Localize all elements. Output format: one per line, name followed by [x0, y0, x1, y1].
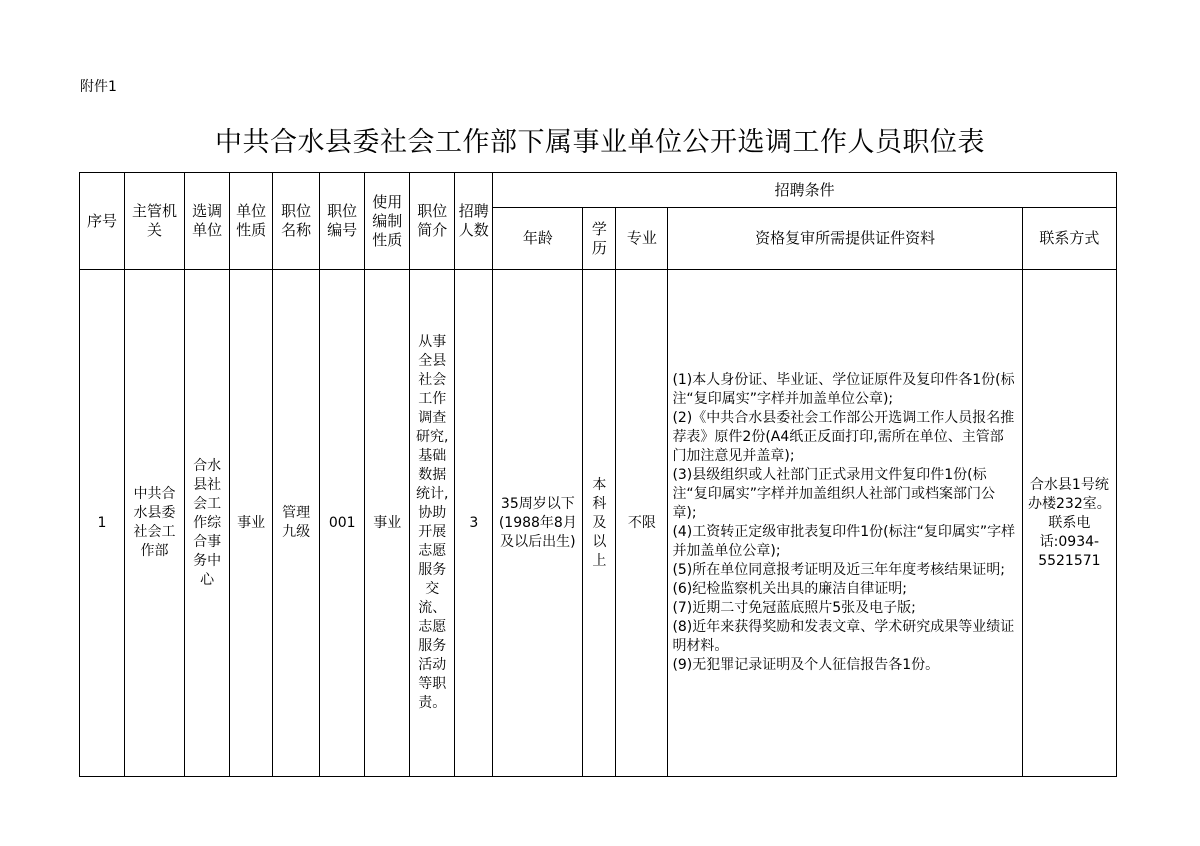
header-staffing: 使用编制性质 — [365, 173, 410, 270]
header-documents: 资格复审所需提供证件资料 — [668, 208, 1022, 270]
header-seq: 序号 — [80, 173, 125, 270]
header-count: 招聘人数 — [455, 173, 493, 270]
cell-intro: 从事全县社会工作调查研究,基础数据统计,协助开展志愿服务交流、志愿服务活动等职责。 — [410, 270, 455, 777]
document-item-2: (2)《中共合水县委社会工作部公开选调工作人员报名推荐表》原件2份(A4纸正反面打印,需所在单位、主管部门加注意见并盖章); — [672, 410, 1015, 464]
cell-position-code: 001 — [320, 270, 365, 777]
cell-age: 35周岁以下(1988年8月及以后出生) — [493, 270, 583, 777]
position-table — [79, 172, 1117, 777]
annex-label: 附件1 — [80, 79, 117, 95]
header-age: 年龄 — [493, 208, 583, 270]
header-unit: 选调单位 — [185, 173, 230, 270]
header-education: 学历 — [583, 208, 616, 270]
cell-position-name: 管理九级 — [273, 270, 320, 777]
document-item-5: (5)所在单位同意报考证明及近三年年度考核结果证明; — [672, 562, 1005, 578]
document-item-1: (1)本人身份证、毕业证、学位证原件及复印件各1份(标注“复印属实”字样并加盖单位公章); — [672, 372, 1015, 407]
cell-unit: 合水县社会工作综合事务中心 — [185, 270, 230, 777]
header-unit-type: 单位性质 — [230, 173, 273, 270]
header-contact: 联系方式 — [1022, 208, 1116, 270]
document-item-7: (7)近期二寸免冠蓝底照片5张及电子版; — [672, 600, 916, 616]
cell-major: 不限 — [616, 270, 668, 777]
document-item-6: (6)纪检监察机关出具的廉洁自律证明; — [672, 581, 907, 597]
cell-unit-type: 事业 — [230, 270, 273, 777]
header-authority: 主管机关 — [125, 173, 185, 270]
cell-contact: 合水县1号统办楼232室。联系电话:0934-5521571 — [1022, 270, 1116, 777]
document-item-8: (8)近年来获得奖励和发表文章、学术研究成果等业绩证明材料。 — [672, 619, 1015, 654]
cell-education: 本科及以上 — [583, 270, 616, 777]
header-intro: 职位简介 — [410, 173, 455, 270]
header-major: 专业 — [616, 208, 668, 270]
cell-authority: 中共合水县委社会工作部 — [125, 270, 185, 777]
header-position-code: 职位编号 — [320, 173, 365, 270]
document-item-4: (4)工资转正定级审批表复印件1份(标注“复印属实”字样并加盖单位公章); — [672, 524, 1016, 559]
page-title: 中共合水县委社会工作部下属事业单位公开选调工作人员职位表 — [215, 127, 985, 158]
cell-documents — [668, 270, 1022, 777]
header-position-name: 职位名称 — [273, 173, 320, 270]
cell-seq: 1 — [80, 270, 125, 777]
cell-count: 3 — [455, 270, 493, 777]
table-row — [80, 270, 1117, 777]
header-conditions: 招聘条件 — [493, 173, 1117, 208]
cell-staffing: 事业 — [365, 270, 410, 777]
document-item-3: (3)县级组织或人社部门正式录用文件复印件1份(标注“复印属实”字样并加盖组织人社部门或档案部门公章); — [672, 467, 995, 521]
document-item-9: (9)无犯罪记录证明及个人征信报告各1份。 — [672, 657, 940, 673]
